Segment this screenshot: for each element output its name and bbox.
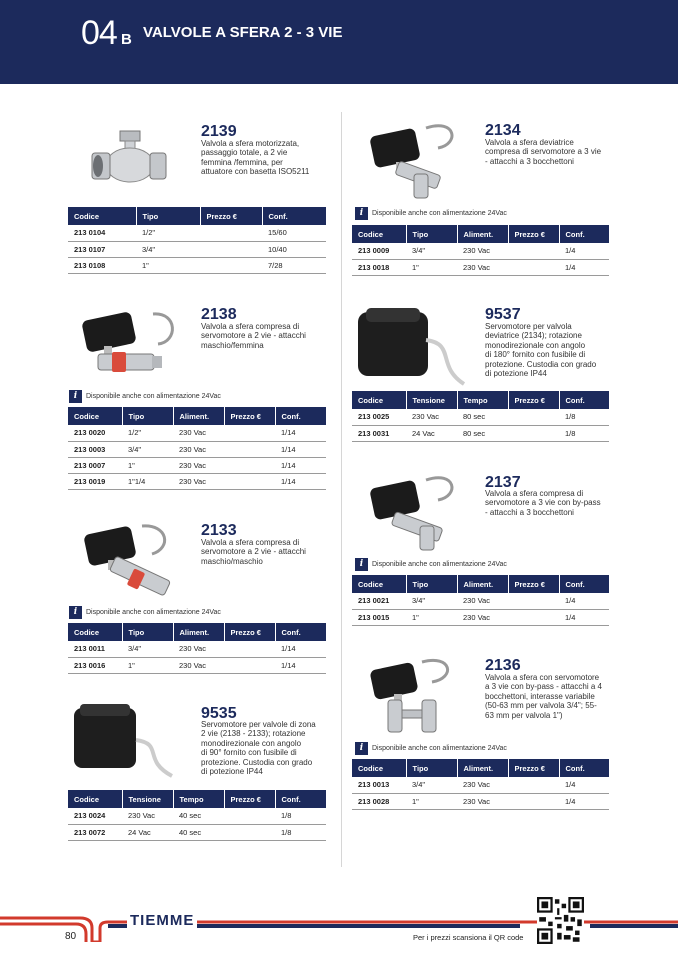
- motorized-valve-image: [78, 302, 183, 380]
- table-row: 213 0024 230 Vac 40 sec 1/8: [68, 808, 326, 824]
- product-description: Valvola a sfera motorizzata, passaggio totale, a 2 vie femmina /femmina, per attuatore con basetta ISO5211: [201, 139, 310, 177]
- table-row: 213 0107 3/4" 10/40: [68, 241, 326, 257]
- three-way-valve-image: [366, 118, 466, 200]
- product-description: Valvola a sfera compresa di servomotore a 2 vie - attacchi maschio/femmina: [201, 322, 306, 350]
- availability-note: i Disponibile anche con alimentazione 24Vac: [355, 741, 507, 755]
- product-table: Codice Tensione Tempo Prezzo € Conf. 213 0025 230 Vac 80 sec 1/8 213 0031 24 Vac 80 sec 1/8: [352, 391, 609, 442]
- info-icon: i: [69, 606, 82, 619]
- table-row: 213 0009 3/4" 230 Vac 1/4: [352, 243, 609, 259]
- motorized-valve-image: [82, 518, 182, 598]
- info-icon: i: [355, 742, 368, 755]
- product-code: 2138: [201, 306, 237, 323]
- product-table: Codice Tensione Tempo Prezzo € Conf. 213 0024 230 Vac 40 sec 1/8 213 0072 24 Vac 40 sec 1/8: [68, 790, 326, 841]
- info-icon: i: [355, 207, 368, 220]
- product-code: 2139: [201, 123, 237, 140]
- product-description: Valvola a sfera compresa di servomotore a 2 vie - attacchi maschio/maschio: [201, 538, 306, 566]
- table-row: 213 0018 1" 230 Vac 1/4: [352, 259, 609, 275]
- brand-logo: TIEMME: [127, 912, 197, 929]
- col-conf: Conf.: [262, 207, 326, 225]
- column-divider: [341, 112, 342, 867]
- info-icon: i: [355, 558, 368, 571]
- product-description: Valvola a sfera con servomotore a 3 vie con by-pass - attacchi a 4 bocchettoni, interasse variabile (50-63 mm per valvola 3/4"; 55- 63 mm per valvola 1"): [485, 673, 602, 720]
- availability-note: i Disponibile anche con alimentazione 24Vac: [69, 605, 221, 619]
- product-description: Servomotore per valvola deviatrice (2134); rotazione monodirezionale con angolo di 180° fornito con fusibile di protezione. Custodia con grado di potezione IP44: [485, 322, 597, 379]
- section-title: VALVOLE A SFERA 2 - 3 VIE: [143, 24, 343, 41]
- table-row: 213 0020 1/2" 230 Vac 1/14: [68, 425, 326, 441]
- table-row: 213 0019 1"1/4 230 Vac 1/14: [68, 473, 326, 489]
- availability-note: i Disponibile anche con alimentazione 24Vac: [69, 389, 221, 403]
- product-code: 9535: [201, 705, 237, 722]
- ball-valve-image: [90, 123, 170, 195]
- table-row: 213 0007 1" 230 Vac 1/14: [68, 457, 326, 473]
- col-codice: Codice: [68, 207, 136, 225]
- col-prezzo: Prezzo €: [200, 207, 262, 225]
- bypass-valve-image: [366, 654, 470, 736]
- availability-note: i Disponibile anche con alimentazione 24Vac: [355, 206, 507, 220]
- product-table: Codice Tipo Aliment. Prezzo € Conf. 213 0013 3/4" 230 Vac 1/4 213 0028 1" 230 Vac 1/4: [352, 759, 609, 810]
- product-description: Valvola a sfera deviatrice compresa di servomotore a 3 vie - attacchi a 3 bocchettoni: [485, 138, 602, 166]
- table-row: 213 0011 3/4" 230 Vac 1/14: [68, 641, 326, 657]
- page-number: 80: [65, 931, 77, 942]
- product-table: Codice Tipo Aliment. Prezzo € Conf. 213 0020 1/2" 230 Vac 1/14 213 0003 3/4" 230 Vac 1/14 213 0007 1" 230 Vac 1/14 213 0019 1"1/4 230 Vac 1/14: [68, 407, 326, 490]
- table-row: 213 0003 3/4" 230 Vac 1/14: [68, 441, 326, 457]
- table-row: 213 0015 1" 230 Vac 1/4: [352, 609, 609, 625]
- product-table: Codice Tipo Aliment. Prezzo € Conf. 213 0021 3/4" 230 Vac 1/4 213 0015 1" 230 Vac 1/4: [352, 575, 609, 626]
- table-row: 213 0031 24 Vac 80 sec 1/8: [352, 425, 609, 441]
- product-description: Valvola a sfera compresa di servomotore a 3 vie con by-pass - attacchi a 3 bocchettoni: [485, 489, 601, 517]
- availability-note: i Disponibile anche con alimentazione 24Vac: [355, 557, 507, 571]
- product-description: Servomotore per valvole di zona 2 vie (2138 - 2133); rotazione monodirezionale con angolo di 90° fornito con fusibile di protezione. Custodia con grado di potezione IP44: [201, 720, 316, 777]
- product-table: Codice Tipo Aliment. Prezzo € Conf. 213 0011 3/4" 230 Vac 1/14 213 0016 1" 230 Vac 1/14: [68, 623, 326, 674]
- product-code: 2134: [485, 122, 521, 139]
- product-table: Codice Tipo Aliment. Prezzo € Conf. 213 0009 3/4" 230 Vac 1/4 213 0018 1" 230 Vac 1/4: [352, 225, 609, 276]
- table-row: 213 0072 24 Vac 40 sec 1/8: [68, 824, 326, 840]
- section-number: 04: [81, 14, 117, 52]
- table-row: 213 0025 230 Vac 80 sec 1/8: [352, 409, 609, 425]
- qr-code-icon[interactable]: [537, 897, 584, 944]
- info-icon: i: [69, 390, 82, 403]
- qr-caption: Per i prezzi scansiona il QR code: [413, 933, 524, 942]
- product-code: 2137: [485, 474, 521, 491]
- product-table: [68, 207, 326, 274]
- servomotor-image: [72, 700, 184, 782]
- table-row: 213 0028 1" 230 Vac 1/4: [352, 793, 609, 809]
- table-row: 213 0013 3/4" 230 Vac 1/4: [352, 777, 609, 793]
- three-way-valve-image: [366, 470, 466, 552]
- product-code: 2136: [485, 657, 521, 674]
- servomotor-image: [356, 304, 470, 388]
- section-letter: B: [121, 31, 132, 48]
- product-code: 2133: [201, 522, 237, 539]
- table-row: 213 0108 1" 7/28: [68, 257, 326, 273]
- table-row: 213 0021 3/4" 230 Vac 1/4: [352, 593, 609, 609]
- table-row: 213 0016 1" 230 Vac 1/14: [68, 657, 326, 673]
- col-tipo: Tipo: [136, 207, 200, 225]
- table-row: 213 0104 1/2" 15/60: [68, 225, 326, 241]
- product-code: 9537: [485, 306, 521, 323]
- page-header: [0, 0, 678, 84]
